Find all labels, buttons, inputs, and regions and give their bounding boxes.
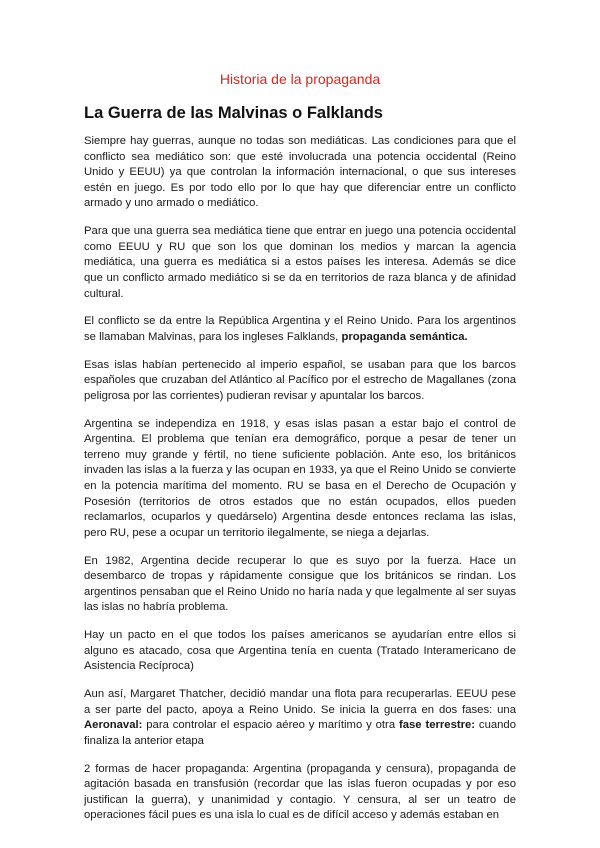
paragraph-text: Aun así, Margaret Thatcher, decidió mandar una flota para recuperarlas. EEUU pese a ser parte del pacto, apoya a Reino Unido. Se inicia la guerra en dos fases: una bbox=[84, 688, 516, 716]
paragraph-text: Para que una guerra sea mediática tiene que entrar en juego una potencia occidental como EEUU y RU que son los que dominan los medios y marcan la agencia mediática, una guerra es mediática si a estos países les interesa. Además se dice que un conflicto armado mediático si se da en territorios de raza blanca y de afinidad cultural. bbox=[84, 225, 516, 300]
paragraph-8 bbox=[84, 687, 516, 749]
paragraph-9 bbox=[84, 762, 516, 824]
document-body bbox=[84, 134, 516, 824]
paragraph-text: El conflicto se da entre la República Argentina y el Reino Unido. Para los argentinos se llamaban Malvinas, para los ingleses Falklands, bbox=[84, 315, 516, 343]
paragraph-text: Argentina se independiza en 1918, y esas islas pasan a estar bajo el control de Argentina. El problema que tenían era demográfico, porque a pesar de tener un terreno muy grande y fértil, no tiene suficiente población. Ante eso, los británicos invaden las islas a la fuerza y las ocupan en 1933, ya que el Reino Unido se convierte en la potencia marítima del momento. RU se basa en el Derecho de Ocupación y Posesión (territorios de otros estados que no están ocupados, ellos pueden reclamarlos, ocuparlos y quedárselo) Argentina desde entonces reclama las islas, pero RU, pese a ocupar un territorio ilegalmente, se niega a dejarlas. bbox=[84, 417, 516, 539]
paragraph-3 bbox=[84, 314, 516, 345]
paragraph-text: cuando finaliza la anterior etapa bbox=[84, 719, 516, 747]
paragraph-text: En 1982, Argentina decide recuperar lo que es suyo por la fuerza. Hace un desembarco de tropas y rápidamente consigue que los británicos se rindan. Los argentinos pensaban que el Reino Unido no haría nada y que legalmente al ser suyas las islas no habría problema. bbox=[84, 554, 516, 614]
paragraph-1 bbox=[84, 134, 516, 212]
paragraph-text: 2 formas de hacer propaganda: Argentina (propaganda y censura), propaganda de agitación basada en transfusión (recordar que las islas fueron ocupadas y por eso justifican la guerra), y unanimidad y contagio. Y censura, al ser un teatro de operaciones fácil pues es una isla lo cual es de difícil acceso y además estaban en bbox=[84, 762, 516, 822]
paragraph-2 bbox=[84, 224, 516, 302]
bold-term: Aeronaval: bbox=[84, 719, 143, 732]
paragraph-6 bbox=[84, 554, 516, 616]
paragraph-text: Esas islas habían pertenecido al imperio español, se usaban para que los barcos españoles que cruzaban del Atlántico al Pacífico por el estrecho de Magallanes (zona peligrosa por las corrientes) pudieran revisar y apuntalar los barcos. bbox=[84, 358, 516, 402]
paragraph-text: Hay un pacto en el que todos los países americanos se ayudarían entre ellos si alguno es atacado, cosa que Argentina tenía en cuenta (Tratado Interamericano de Asistencia Recíproca) bbox=[84, 629, 516, 673]
paragraph-4 bbox=[84, 358, 516, 405]
document-title: La Guerra de las Malvinas o Falklands bbox=[84, 104, 383, 122]
paragraph-text: para controlar el espacio aéreo y marítimo y otra bbox=[142, 719, 399, 732]
paragraph-text: Siempre hay guerras, aunque no todas son mediáticas. Las condiciones para que el conflicto sea mediático son: que esté involucrada una potencia occidental (Reino Unido y EEUU) ya que controlan la información internacional, o que sus intereses estén en juego. Es por todo ello por lo que hay que diferenciar entre un conflicto armado y uno armado o mediático. bbox=[84, 135, 516, 210]
paragraph-5 bbox=[84, 417, 516, 542]
bold-term: propaganda semántica. bbox=[341, 330, 468, 343]
bold-term: fase terrestre: bbox=[398, 719, 476, 732]
paragraph-7 bbox=[84, 628, 516, 675]
document-header: Historia de la propaganda bbox=[219, 71, 381, 87]
